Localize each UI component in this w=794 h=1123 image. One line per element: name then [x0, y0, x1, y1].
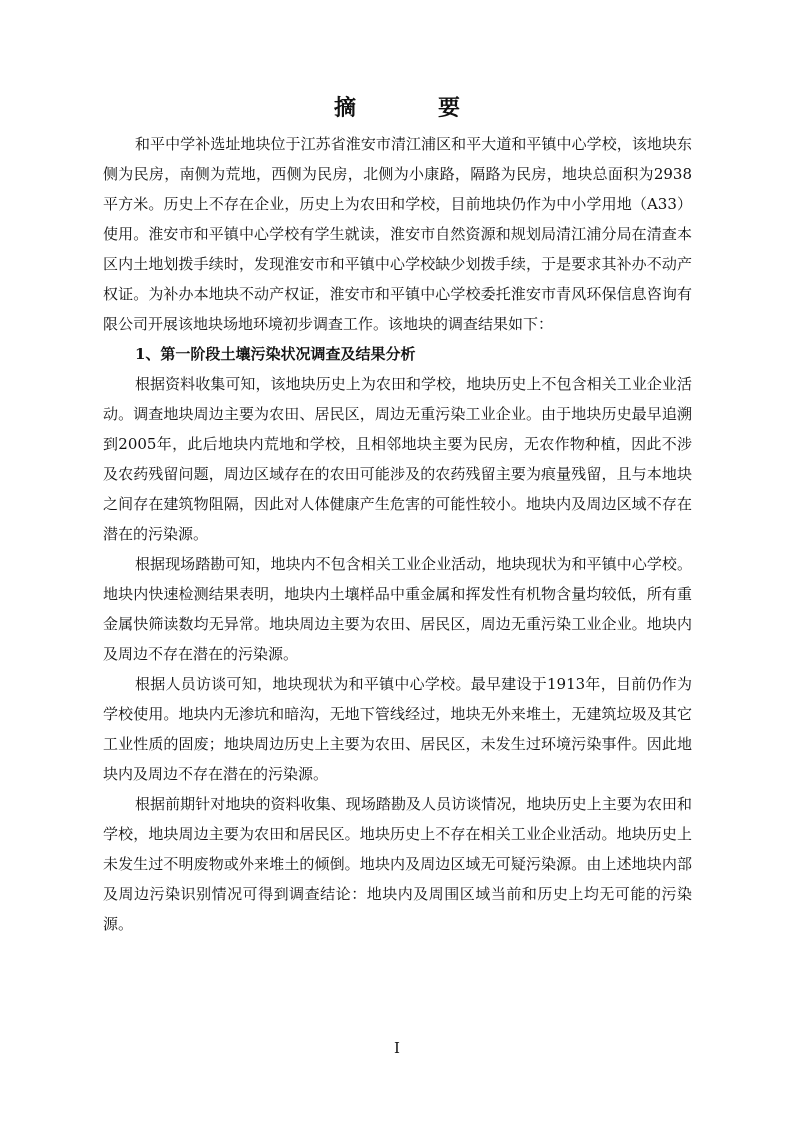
page-title: 摘 要	[333, 95, 490, 121]
conclusion-paragraph: 根据前期针对地块的资料收集、现场踏勘及人员访谈情况，地块历史上主要为农田和学校，地块周边主要为农田和居民区。地块历史上不存在相关工业企业活动。地块历史上未发生过不明废物或外来堆土的倾倒。地块内及周边区域无可疑污染源。由上述地块内部及周边污染识别情况可得到调查结论：地块内及周围区域当前和历史上均无可能的污染源。	[103, 795, 692, 933]
interview-paragraph: 根据人员访谈可知，地块现状为和平镇中心学校。最早建设于1913年，目前仍作为学校使用。地块内无渗坑和暗沟，无地下管线经过，地块无外来堆土，无建筑垃圾及其它工业性质的固废；地块周边历史上主要为农田、居民区，未发生过环境污染事件。因此地块内及周边不存在潜在的污染源。	[103, 675, 692, 783]
section-heading: 1、第一阶段土壤污染状况调查及结果分析	[135, 345, 416, 363]
data-collection-paragraph: 根据资料收集可知，该地块历史上为农田和学校，地块历史上不包含相关工业企业活动。调查地块周边主要为农田、居民区，周边无重污染工业企业。由于地块历史最早追溯到2005年，此后地块内荒地和学校，且相邻地块主要为民房，无农作物种植，因此不涉及农药残留问题，周边区域存在的农田可能涉及的农药残留主要为痕量残留，且与本地块之间存在建筑物阻隔，因此对人体健康产生危害的可能性较小。地块内及周边区域不存在潜在的污染源。	[103, 375, 692, 543]
page-number: I	[394, 1039, 400, 1057]
site-survey-paragraph: 根据现场踏勘可知，地块内不包含相关工业企业活动，地块现状为和平镇中心学校。地块内快速检测结果表明，地块内土壤样品中重金属和挥发性有机物含量均较低，所有重金属快筛读数均无异常。地块周边主要为农田、居民区，周边无重污染工业企业。地块内及周边不存在潜在的污染源。	[103, 555, 692, 663]
document-body	[103, 129, 692, 939]
intro-paragraph: 和平中学补选址地块位于江苏省淮安市清江浦区和平大道和平镇中心学校，该地块东侧为民房，南侧为荒地，西侧为民房，北侧为小康路，隔路为民房，地块总面积为2938平方米。历史上不存在企业，历史上为农田和学校，目前地块仍作为中小学用地（A33）使用。淮安市和平镇中心学校有学生就读，淮安市自然资源和规划局清江浦分局在清查本区内土地划拨手续时，发现淮安市和平镇中心学校缺少划拨手续，于是要求其补办不动产权证。为补办本地块不动产权证，淮安市和平镇中心学校委托淮安市青风环保信息咨询有限公司开展该地块场地环境初步调查工作。该地块的调查结果如下：	[103, 135, 692, 333]
